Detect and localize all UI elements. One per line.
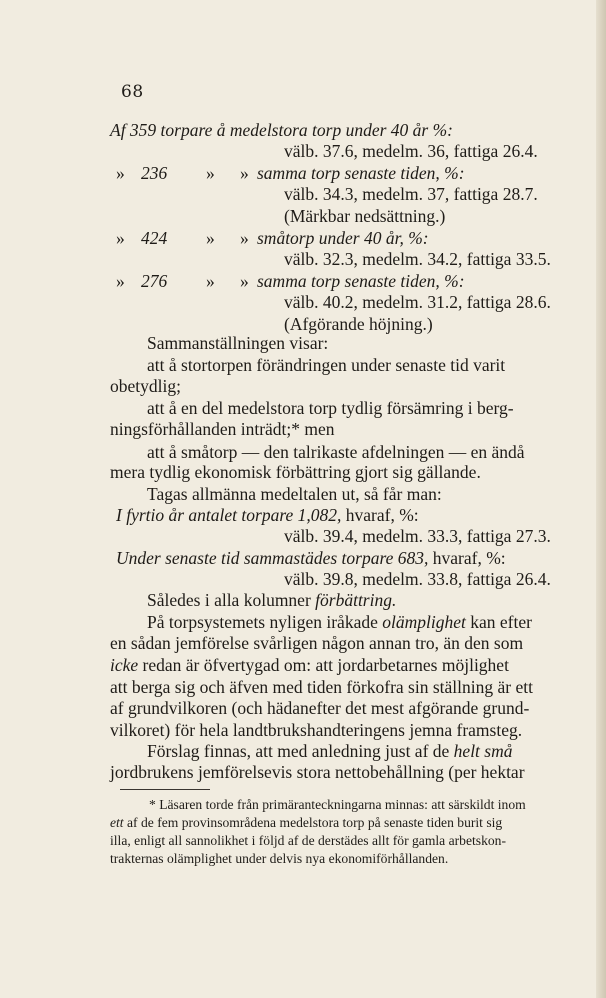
group-heading: småtorp under 40 år, %: bbox=[257, 228, 429, 248]
note-line: (Märkbar nedsättning.) bbox=[284, 206, 446, 226]
stats-line: välb. 39.8, medelm. 33.8, fattiga 26.4. bbox=[284, 569, 551, 589]
ditto-mark: » bbox=[206, 163, 215, 183]
group-number: 276 bbox=[141, 271, 168, 291]
footnote-line: trakternas olämplighet under delvis nya ekonomiförhållanden. bbox=[110, 851, 449, 866]
summary-line bbox=[116, 548, 506, 568]
footnote-line bbox=[110, 815, 502, 831]
emphasis: förbättring. bbox=[315, 590, 397, 610]
summary-label: Under senaste tid sammastädes torpare 683, bbox=[116, 548, 429, 568]
stats-line: välb. 40.2, medelm. 31.2, fattiga 28.6. bbox=[284, 292, 551, 312]
body-text: kan efter bbox=[470, 612, 532, 632]
ditto-mark: » bbox=[206, 271, 215, 291]
group-quote: » bbox=[116, 228, 125, 248]
footnote-line: illa, enligt all sannolikhet i följd af de derstädes allt för gamla arbetskon- bbox=[110, 833, 506, 848]
ditto-mark: » bbox=[240, 228, 249, 248]
group-number: 236 bbox=[141, 163, 168, 183]
body-line: att å stortorpen förändringen under senaste tid varit bbox=[147, 355, 506, 375]
body-text: Förslag finnas, att med anledning just af de bbox=[147, 741, 450, 761]
body-line: mera tydlig ekonomisk förbättring gjort sig gällande. bbox=[110, 462, 481, 482]
body-line: Tagas allmänna medeltalen ut, så får man: bbox=[147, 484, 442, 504]
group-heading: samma torp senaste tiden, %: bbox=[257, 163, 465, 183]
body-line: att berga sig och äfven med tiden förkofra sin ställning är ett bbox=[110, 677, 533, 697]
ditto-mark: » bbox=[240, 163, 249, 183]
stats-line: välb. 34.3, medelm. 37, fattiga 28.7. bbox=[284, 184, 538, 204]
emphasis: ett bbox=[110, 815, 124, 830]
summary-suffix: hvaraf, %: bbox=[341, 505, 419, 525]
stats-line: välb. 32.3, medelm. 34.2, fattiga 33.5. bbox=[284, 249, 551, 269]
body-text: redan är öfvertygad om: att jordarbetarnes möjlighet bbox=[142, 655, 509, 675]
ditto-mark: » bbox=[206, 228, 215, 248]
stats-line: välb. 39.4, medelm. 33.3, fattiga 27.3. bbox=[284, 526, 551, 546]
group-number: 424 bbox=[141, 228, 168, 248]
group-heading: Af 359 torpare å medelstora torp under 40 år %: bbox=[110, 120, 454, 140]
group-quote: » bbox=[116, 163, 125, 183]
body-line: obetydlig; bbox=[110, 376, 181, 396]
emphasis: icke bbox=[110, 655, 139, 675]
emphasis: helt små bbox=[453, 741, 513, 761]
footnote-divider bbox=[120, 789, 210, 790]
body-line: af grundvilkoren (och hädanefter det mest afgörande grund- bbox=[110, 698, 530, 718]
body-line: jordbrukens jemförelsevis stora nettobehållning (per hektar bbox=[110, 762, 525, 782]
ditto-mark: » bbox=[240, 271, 249, 291]
body-line: vilkoret) för hela landtbrukshandteringens jemna framsteg. bbox=[110, 720, 523, 740]
body-line bbox=[147, 590, 396, 610]
emphasis: olämplighet bbox=[382, 612, 466, 632]
body-line: en sådan jemförelse svårligen någon annan tro, än den som bbox=[110, 633, 524, 653]
body-line: att å en del medelstora torp tydlig försämring i berg- bbox=[147, 398, 514, 418]
body-line bbox=[147, 612, 532, 632]
body-line bbox=[147, 741, 513, 761]
note-line: (Afgörande höjning.) bbox=[284, 314, 433, 334]
body-line: att å småtorp — den talrikaste afdelningen — en ändå bbox=[147, 442, 525, 462]
page-number: 68 bbox=[121, 82, 144, 102]
body-line bbox=[110, 655, 509, 675]
summary-suffix: hvaraf, %: bbox=[428, 548, 506, 568]
body-text: På torpsystemets nyligen iråkade bbox=[147, 612, 378, 632]
footnote-text: af de fem provinsområdena medelstora torp på senaste tiden burit sig bbox=[127, 815, 503, 830]
group-quote: » bbox=[116, 271, 125, 291]
summary-label: I fyrtio år antalet torpare 1,082, bbox=[116, 505, 342, 525]
footnote-line: * Läsaren torde från primäranteckningarna minnas: att särskildt inom bbox=[149, 797, 526, 812]
body-line: ningsförhållanden inträdt;* men bbox=[110, 419, 335, 439]
summary-line bbox=[116, 505, 419, 525]
body-text: Således i alla kolumner bbox=[147, 590, 316, 610]
stats-line: välb. 37.6, medelm. 36, fattiga 26.4. bbox=[284, 141, 538, 161]
page-edge bbox=[596, 0, 606, 998]
body-line: Sammanställningen visar: bbox=[147, 333, 329, 353]
group-heading: samma torp senaste tiden, %: bbox=[257, 271, 465, 291]
